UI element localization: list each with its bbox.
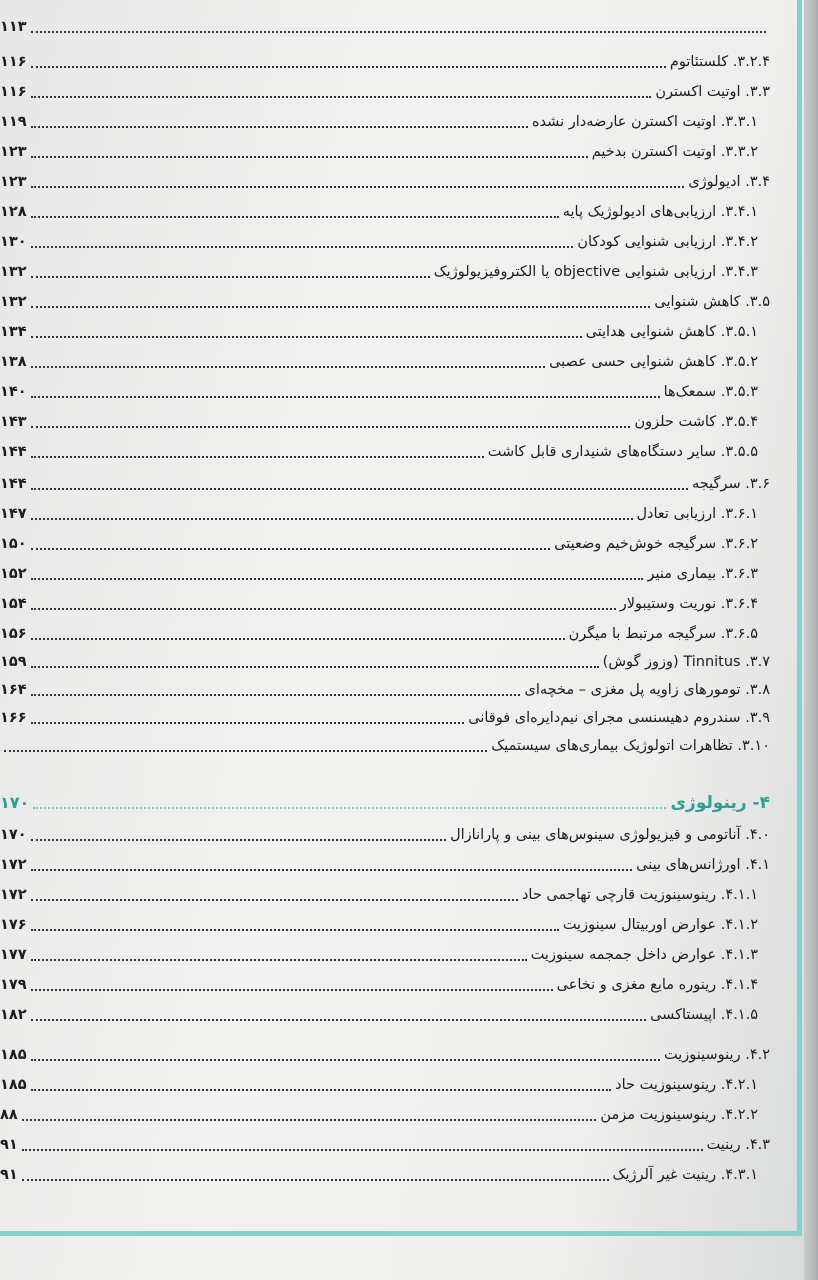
toc-entry-title: ۴.۰. آناتومی و فیزیولوژی سینوس‌های بینی و پارانازال — [450, 827, 770, 843]
toc-entry-title: ۳.۵.۳. سمعک‌ها — [663, 384, 758, 400]
toc-entry-row — [0, 229, 758, 253]
toc-entry-row — [0, 912, 758, 936]
toc-entry-page-number: ۱۲۳ — [0, 144, 27, 160]
toc-entry-page-number: ۱۴۰ — [0, 384, 27, 400]
toc-entry-row — [0, 1042, 770, 1066]
toc-entry-title: ۳.۵.۴. کاشت حلزون — [634, 414, 758, 430]
toc-entry-page-number: ۱۱۶ — [0, 84, 27, 100]
dot-leader — [31, 96, 652, 98]
dot-leader — [31, 426, 631, 428]
dot-leader — [31, 216, 559, 218]
toc-entry-page-number: ۱۷۰ — [0, 827, 27, 843]
toc-entry-title: ۳.۶. سرگیجه — [692, 476, 770, 492]
toc-entry-row — [0, 289, 770, 313]
toc-entry-row — [0, 1072, 758, 1096]
dot-leader — [33, 807, 666, 809]
toc-entry-page-number: ۱۵۰ — [0, 536, 27, 552]
toc-entry-page-number: ۱۷۶ — [0, 917, 27, 933]
toc-entry-row — [0, 259, 758, 283]
toc-entry-row — [0, 501, 758, 525]
toc-entry-page-number: ۱۱۶ — [0, 54, 27, 70]
dot-leader — [22, 1149, 703, 1151]
toc-entry-row — [0, 972, 758, 996]
dot-leader — [31, 989, 553, 991]
toc-entry-title: ۴.۱.۵. اپیستاکسی — [650, 1007, 758, 1023]
dot-leader — [31, 156, 588, 158]
chapter-heading-row — [0, 790, 770, 814]
toc-entry-title: ۴- رینولوژی — [670, 793, 770, 813]
dot-leader — [31, 929, 559, 931]
toc-entry-row — [0, 49, 770, 73]
dot-leader — [31, 488, 688, 490]
dot-leader — [31, 31, 766, 33]
dot-leader — [31, 1019, 647, 1021]
toc-entry-page-number: ۱۳۴ — [0, 324, 27, 340]
toc-entry-page-number: ۱۱۹ — [0, 114, 27, 130]
toc-entry-title: ۳.۶.۵. سرگیجه مرتبط با میگرن — [568, 626, 758, 642]
toc-entry-row — [0, 1102, 758, 1126]
dot-leader — [31, 694, 521, 696]
toc-entry-row — [0, 705, 770, 729]
toc-entry-row — [0, 649, 770, 673]
dot-leader — [31, 722, 465, 724]
toc-entry-page-number: ۱۷۲ — [0, 857, 27, 873]
toc-entry-row — [0, 591, 758, 615]
toc-entry-title: ۳.۷. Tinnitus (وزوز گوش) — [602, 654, 770, 670]
toc-entry-title: ۴.۱.۴. رینوره مایع مغزی و نخاعی — [556, 977, 758, 993]
toc-entry-row — [0, 822, 770, 846]
dot-leader — [22, 1179, 609, 1181]
toc-entry-title: ۴.۱.۲. عوارض اوربیتال سینوزیت — [562, 917, 758, 933]
toc-entry-title: ۴.۳. رینیت — [706, 1137, 770, 1153]
toc-entry-row — [0, 733, 770, 757]
toc-entry-title: ۳.۴.۲. ارزیابی شنوایی کودکان — [577, 234, 758, 250]
toc-entry-title: ۴.۱.۳. عوارض داخل جمجمه سینوزیت — [530, 947, 758, 963]
toc-entry-page-number: ۱۴۳ — [0, 414, 27, 430]
toc-entry-page-number: ۱۱۳ — [0, 19, 27, 35]
toc-entry-page-number: ۱۵۴ — [0, 596, 27, 612]
toc-entry-page-number: ۱۴۷ — [0, 506, 27, 522]
toc-entry-page-number: ۱۳۰ — [0, 234, 27, 250]
toc-entry-page-number: ۱۵۲ — [0, 566, 27, 582]
toc-entry-row — [0, 677, 770, 701]
toc-entry-row — [0, 199, 758, 223]
toc-entry-row — [0, 79, 770, 103]
toc-entry-row — [0, 1002, 758, 1026]
toc-entry-title: ۳.۶.۱. ارزیابی تعادل — [636, 506, 758, 522]
toc-entry-page-number: ۱۴۴ — [0, 444, 27, 460]
toc-entry-title: ۴.۱. اورژانس‌های بینی — [636, 857, 770, 873]
toc-entry-row — [0, 379, 758, 403]
toc-entry-page-number: ۱۲۳ — [0, 174, 27, 190]
dot-leader — [31, 666, 599, 668]
toc-entry-row — [0, 169, 770, 193]
dot-leader — [31, 1059, 660, 1061]
toc-entry-title: ۳.۴.۳. ارزیابی شنوایی objective یا الکتروفیزیولوژیک — [433, 264, 758, 280]
toc-entry-page-number: ۹۱ — [0, 1137, 18, 1153]
toc-entry-row — [0, 561, 758, 585]
toc-entry-row — [0, 139, 758, 163]
toc-entry-row — [0, 852, 770, 876]
toc-entry-row — [0, 319, 758, 343]
toc-entry-title: ۳.۳. اوتیت اکسترن — [655, 84, 770, 100]
dot-leader — [31, 578, 644, 580]
dot-leader — [31, 548, 551, 550]
dot-leader — [31, 456, 484, 458]
dot-leader — [31, 186, 685, 188]
toc-entry-page-number: ۱۶۴ — [0, 682, 27, 698]
toc-entry-title: ۴.۲. رینوسینوزیت — [664, 1047, 770, 1063]
toc-entry-page-number: ۱۸۵ — [0, 1077, 27, 1093]
toc-entry-title: ۳.۴.۱. ارزیابی‌های ادیولوژیک پایه — [562, 204, 758, 220]
dot-leader — [31, 1089, 612, 1091]
toc-entry-page-number: ۱۷۲ — [0, 887, 27, 903]
dot-leader — [31, 336, 582, 338]
toc-entry-title: ۴.۳.۱. رینیت غیر آلرژیک — [612, 1167, 758, 1183]
toc-entry-title: ۳.۵. کاهش شنوایی — [654, 294, 770, 310]
toc-entry-row — [0, 882, 758, 906]
dot-leader — [31, 276, 430, 278]
toc-entry-row — [0, 439, 758, 463]
toc-entry-title: ۳.۹. سندروم دهیسنسی مجرای نیم‌دایره‌ای فوقانی — [468, 710, 770, 726]
dot-leader — [31, 869, 633, 871]
dot-leader — [31, 306, 651, 308]
toc-entry-row — [0, 621, 758, 645]
toc-entry-row — [0, 471, 770, 495]
toc-entry-title: ۳.۵.۲. کاهش شنوایی حسی عصبی — [549, 354, 758, 370]
dot-leader — [22, 1119, 597, 1121]
toc-entry-title: ۳.۵.۱. کاهش شنوایی هدایتی — [585, 324, 758, 340]
toc-entry-page-number: ۱۸۲ — [0, 1007, 27, 1023]
toc-entry-page-number: ۱۷۷ — [0, 947, 27, 963]
toc-entry-title: ۴.۱.۱. رینوسینوزیت قارچی تهاجمی حاد — [521, 887, 758, 903]
dot-leader — [31, 899, 518, 901]
dot-leader — [4, 750, 487, 752]
dot-leader — [31, 66, 666, 68]
toc-entry-title: ۳.۲.۴. کلستئاتوم — [669, 54, 770, 70]
toc-entry-title: ۳.۶.۴. نوریت وستیبولار — [619, 596, 758, 612]
toc-entry-title: ۳.۶.۲. سرگیجه خوش‌خیم وضعیتی — [554, 536, 758, 552]
toc-entry-row — [0, 531, 758, 555]
dot-leader — [31, 396, 660, 398]
toc-entry-row — [0, 109, 758, 133]
toc-entry-row — [0, 409, 758, 433]
toc-entry-title: ۳.۸. تومورهای زاویه پل مغزی – مخچه‌ای — [524, 682, 770, 698]
toc-entry-page-number: ۱۵۶ — [0, 626, 27, 642]
toc-entry-row — [0, 1132, 770, 1156]
dot-leader — [31, 518, 633, 520]
toc-entry-page-number: ۱۳۲ — [0, 294, 27, 310]
toc-entry-page-number: ۸۸ — [0, 1107, 18, 1123]
dot-leader — [31, 366, 546, 368]
toc-entry-page-number: ۱۳۲ — [0, 264, 27, 280]
toc-entry-page-number: ۱۴۴ — [0, 476, 27, 492]
toc-entry-row — [0, 349, 758, 373]
toc-entry-title: ۳.۱۰. تظاهرات اتولوژیک بیماری‌های سیستمیک — [491, 738, 770, 754]
toc-entry-page-number: ۱۲۸ — [0, 204, 27, 220]
toc-entry-page-number: ۱۸۵ — [0, 1047, 27, 1063]
toc-entry-page-number: ۱۷۰ — [0, 793, 30, 812]
toc-entry-title: ۴.۲.۱. رینوسینوزیت حاد — [615, 1077, 758, 1093]
toc-entry-page-number: ۱۷۹ — [0, 977, 27, 993]
toc-entry-page-number: ۱۵۹ — [0, 654, 27, 670]
dot-leader — [31, 608, 616, 610]
toc-entry-page-number: ۹۱ — [0, 1167, 18, 1183]
toc-entry-row — [0, 14, 770, 38]
toc-entry-title: ۳.۵.۵. سایر دستگاه‌های شنیداری قابل کاشت — [487, 444, 758, 460]
toc-entry-title: ۴.۲.۲. رینوسینوزیت مزمن — [600, 1107, 758, 1123]
toc-entry-row — [0, 1162, 758, 1186]
toc-entry-page-number: ۱۳۸ — [0, 354, 27, 370]
dot-leader — [31, 126, 528, 128]
dot-leader — [31, 638, 565, 640]
toc-entry-row — [0, 942, 758, 966]
dot-leader — [31, 839, 447, 841]
toc-entry-title: ۳.۳.۱. اوتیت اکسترن عارضه‌دار نشده — [531, 114, 758, 130]
dot-leader — [31, 246, 574, 248]
toc-entry-page-number: ۱۶۶ — [0, 710, 27, 726]
toc-entry-title: ۳.۴. ادیولوژی — [688, 174, 770, 190]
toc-entry-title: ۳.۶.۳. بیماری منیر — [647, 566, 758, 582]
dot-leader — [31, 959, 527, 961]
toc-entry-title: ۳.۳.۲. اوتیت اکسترن بدخیم — [591, 144, 758, 160]
